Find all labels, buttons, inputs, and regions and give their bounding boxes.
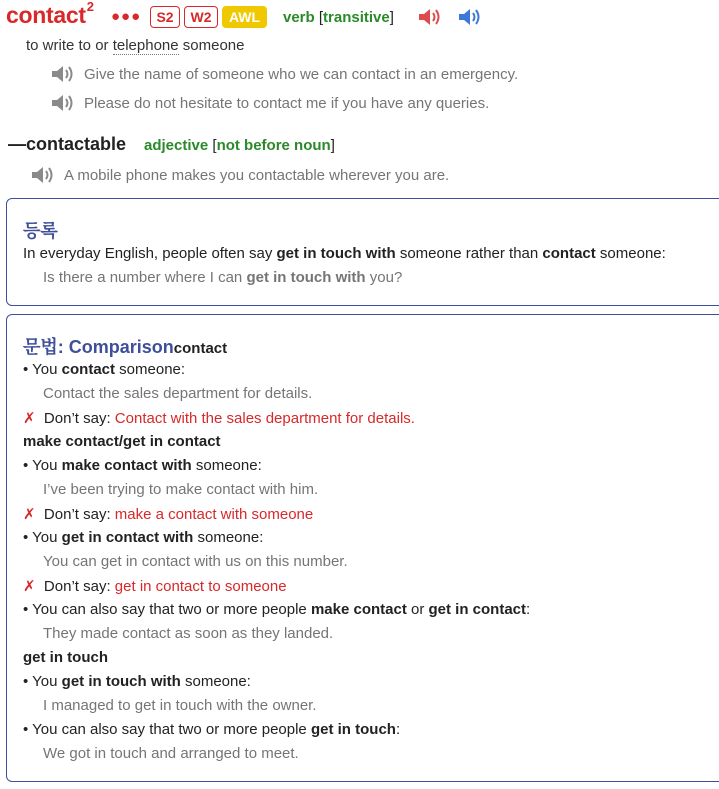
grammar-note-title — [23, 333, 227, 359]
british-pronunciation-speaker-icon[interactable] — [417, 6, 443, 28]
dont-say-text: Don’t say: — [43, 410, 115, 427]
bullet-item — [23, 529, 263, 546]
register-text-part: someone rather than — [395, 245, 543, 262]
grammar-code: [transitive] — [314, 9, 394, 26]
american-pronunciation-speaker-icon[interactable] — [457, 6, 483, 28]
dont-say-line — [23, 577, 287, 595]
badge-written-frequency[interactable]: W2 — [184, 6, 218, 28]
derived-headword — [8, 134, 126, 155]
bullet-bold: make contact — [310, 601, 407, 618]
bullet-item — [23, 721, 400, 738]
incorrect-usage: make a contact with someone — [114, 506, 314, 523]
derived-grammar-code: [not before noun] — [208, 137, 335, 154]
bullet-mark: • — [23, 361, 29, 378]
bullet-text: You — [28, 673, 62, 690]
register-note-title: 등록 — [23, 221, 58, 241]
section-heading: make contact/get in contact — [23, 433, 221, 450]
grammar-example: We got in touch and arranged to meet. — [43, 745, 299, 762]
derived-word: contactable — [26, 134, 127, 154]
bullet-item — [23, 361, 185, 378]
bullet-item — [23, 673, 251, 690]
dont-say-label — [36, 578, 115, 595]
grammar-example: They made contact as soon as they landed. — [43, 625, 334, 642]
bullet-bold: get in touch with — [61, 673, 181, 690]
derived-dash: — — [8, 134, 26, 154]
grammar-example: I managed to get in touch with the owner. — [43, 697, 317, 714]
grammar-title-word: contact — [173, 340, 228, 357]
register-note-box — [6, 198, 719, 306]
register-bold-phrase: get in touch with — [276, 245, 396, 262]
bullet-text: You can also say that two or more people — [28, 721, 311, 738]
headword-text: contact — [6, 2, 86, 28]
dont-say-line — [23, 505, 313, 523]
bullet-text: You can also say that two or more people — [28, 601, 311, 618]
definition — [26, 37, 244, 54]
cross-icon: ✗ — [23, 506, 36, 523]
example-sentence: Please do not hesitate to contact me if you have any queries. — [84, 95, 490, 112]
derived-grammar-text: not before noun — [216, 137, 331, 154]
incorrect-usage: Contact with the sales department for details. — [114, 410, 415, 427]
register-bold-phrase: contact — [542, 245, 596, 262]
bullet-mark: • — [23, 457, 29, 474]
bullet-text: You — [28, 361, 62, 378]
register-text-part: In everyday English, people often say — [23, 245, 277, 262]
grammar-example: I’ve been trying to make contact with him. — [43, 481, 319, 498]
headword — [6, 2, 94, 29]
bullet-text: someone: — [115, 361, 186, 378]
register-example — [43, 269, 402, 286]
bullet-bold: get in touch — [310, 721, 396, 738]
bullet-mark: • — [23, 721, 29, 738]
dont-say-label — [36, 506, 115, 523]
definition-text-end: someone — [178, 37, 245, 54]
grammar-note-box — [6, 314, 719, 782]
bullet-text: someone: — [180, 673, 251, 690]
dont-say-text: Don’t say: — [43, 506, 115, 523]
homograph-number: 2 — [86, 0, 94, 14]
badge-spoken-frequency[interactable]: S2 — [150, 6, 180, 28]
bullet-item — [23, 457, 262, 474]
derived-part-of-speech — [144, 137, 335, 154]
bullet-text: You — [28, 457, 62, 474]
derived-example-sentence: A mobile phone makes you contactable wherever you are. — [64, 167, 450, 184]
dont-say-text: Don’t say: — [43, 578, 115, 595]
register-example-part: you? — [365, 269, 403, 286]
bullet-text: : — [526, 601, 531, 618]
derived-pos-text: adjective — [144, 137, 209, 154]
register-text-part: someone: — [595, 245, 666, 262]
example-sentence: Give the name of someone who we can contact in an emergency. — [84, 66, 519, 83]
section-heading: get in touch — [23, 649, 108, 666]
definition-link-telephone[interactable]: telephone — [112, 37, 179, 54]
part-of-speech — [283, 9, 394, 26]
cross-icon: ✗ — [23, 410, 36, 427]
bullet-text: or — [406, 601, 429, 618]
dont-say-label — [36, 410, 115, 427]
bullet-text: someone: — [191, 457, 262, 474]
grammar-text: transitive — [323, 9, 390, 26]
pos-text: verb — [283, 9, 315, 26]
bullet-text: You — [28, 529, 62, 546]
bullet-item — [23, 601, 530, 618]
incorrect-usage: get in contact to someone — [114, 578, 287, 595]
bullet-text: : — [395, 721, 401, 738]
example-speaker-icon[interactable] — [30, 164, 56, 186]
definition-text-start: to write to or — [26, 37, 113, 54]
bullet-text: someone: — [193, 529, 264, 546]
bullet-mark: • — [23, 529, 29, 546]
register-example-bold: get in touch with — [246, 269, 366, 286]
grammar-example: Contact the sales department for details. — [43, 385, 313, 402]
bullet-bold: get in contact with — [61, 529, 194, 546]
grammar-title-main: Comparison — [68, 337, 174, 357]
cross-icon: ✗ — [23, 578, 36, 595]
bullet-mark: • — [23, 673, 29, 690]
grammar-title-prefix: 문법: — [23, 337, 69, 357]
grammar-example: You can get in contact with us on this number. — [43, 553, 348, 570]
bullet-bold: make contact with — [61, 457, 192, 474]
dont-say-line — [23, 409, 415, 427]
badge-academic-word-list[interactable]: AWL — [222, 6, 267, 28]
bullet-bold: contact — [61, 361, 115, 378]
bullet-bold: get in contact — [428, 601, 527, 618]
register-example-part: Is there a number where I can — [43, 269, 247, 286]
frequency-dots: ●●● — [111, 8, 142, 25]
example-speaker-icon[interactable] — [50, 63, 76, 85]
register-note-text — [23, 245, 666, 262]
bullet-mark: • — [23, 601, 29, 618]
example-speaker-icon[interactable] — [50, 92, 76, 114]
